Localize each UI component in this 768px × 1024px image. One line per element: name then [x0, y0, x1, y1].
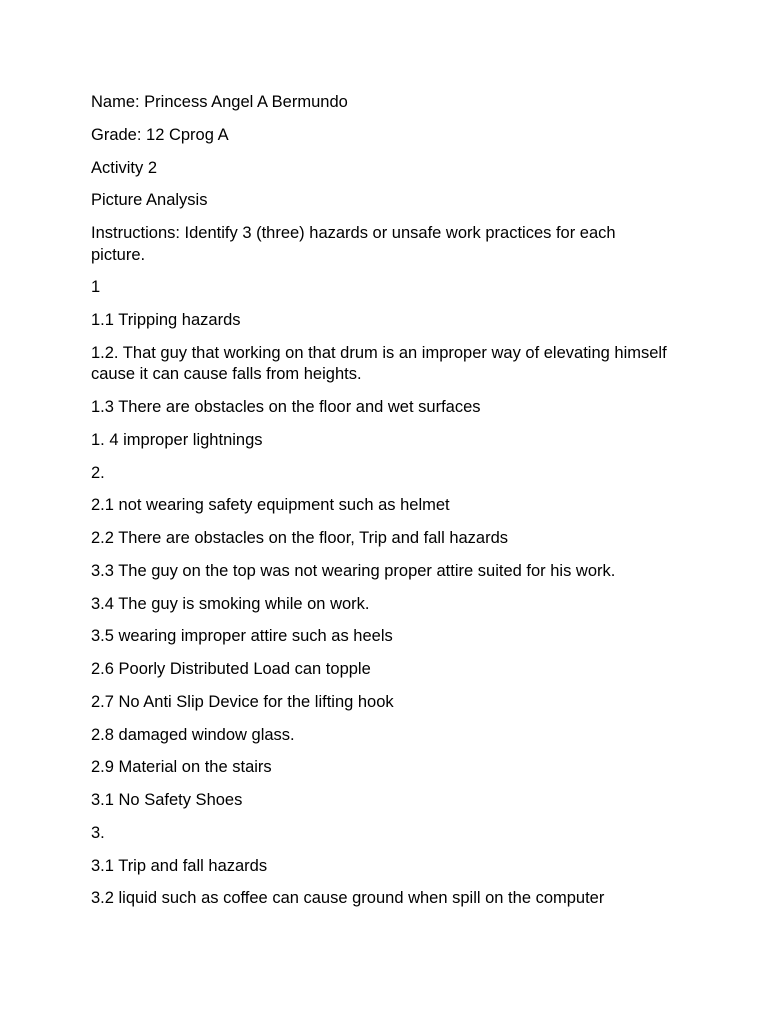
answer-item: 3.2 liquid such as coffee can cause ground when spill on the computer: [91, 889, 605, 908]
instructions-paragraph: Instructions: Identify 3 (three) hazards or unsafe work practices for each picture.: [91, 224, 616, 264]
answer-item: 1. 4 improper lightnings: [91, 430, 263, 449]
answer-item: 1.2. That guy that working on that drum is an improper way of elevating himself cause it can cause falls from heights.: [91, 343, 667, 384]
activity-line: Activity 2: [91, 158, 158, 177]
answer-item: 3.1 No Safety Shoes: [91, 791, 243, 809]
answer-item: 2.9 Material on the stairs: [91, 758, 272, 777]
section-heading-3: 3.: [91, 823, 105, 842]
answer-item: 2.1 not wearing safety equipment such as helmet: [91, 496, 450, 515]
answer-item: 3.4 The guy is smoking while on work.: [91, 594, 370, 613]
section-heading-1: 1: [91, 278, 101, 297]
answer-item: 2.8 damaged window glass.: [91, 725, 295, 744]
answer-item: 2.7 No Anti Slip Device for the lifting hook: [91, 692, 394, 711]
answer-item: 3.1 Trip and fall hazards: [91, 856, 268, 875]
section-heading-2: 2.: [91, 463, 105, 482]
grade-line: Grade: 12 Cprog A: [91, 125, 229, 144]
answer-item: 1.3 There are obstacles on the floor and wet surfaces: [91, 398, 481, 416]
document-body: [91, 92, 671, 921]
answer-item: 3.3 The guy on the top was not wearing proper attire suited for his work.: [91, 561, 616, 580]
student-name-line: Name: Princess Angel A Bermundo: [91, 93, 348, 111]
answer-item: 2.6 Poorly Distributed Load can topple: [91, 660, 371, 678]
activity-title: Picture Analysis: [91, 191, 208, 210]
answer-item: 2.2 There are obstacles on the floor, Trip and fall hazards: [91, 529, 509, 547]
answer-item: 1.1 Tripping hazards: [91, 311, 241, 329]
answer-item: 3.5 wearing improper attire such as heels: [91, 627, 393, 646]
